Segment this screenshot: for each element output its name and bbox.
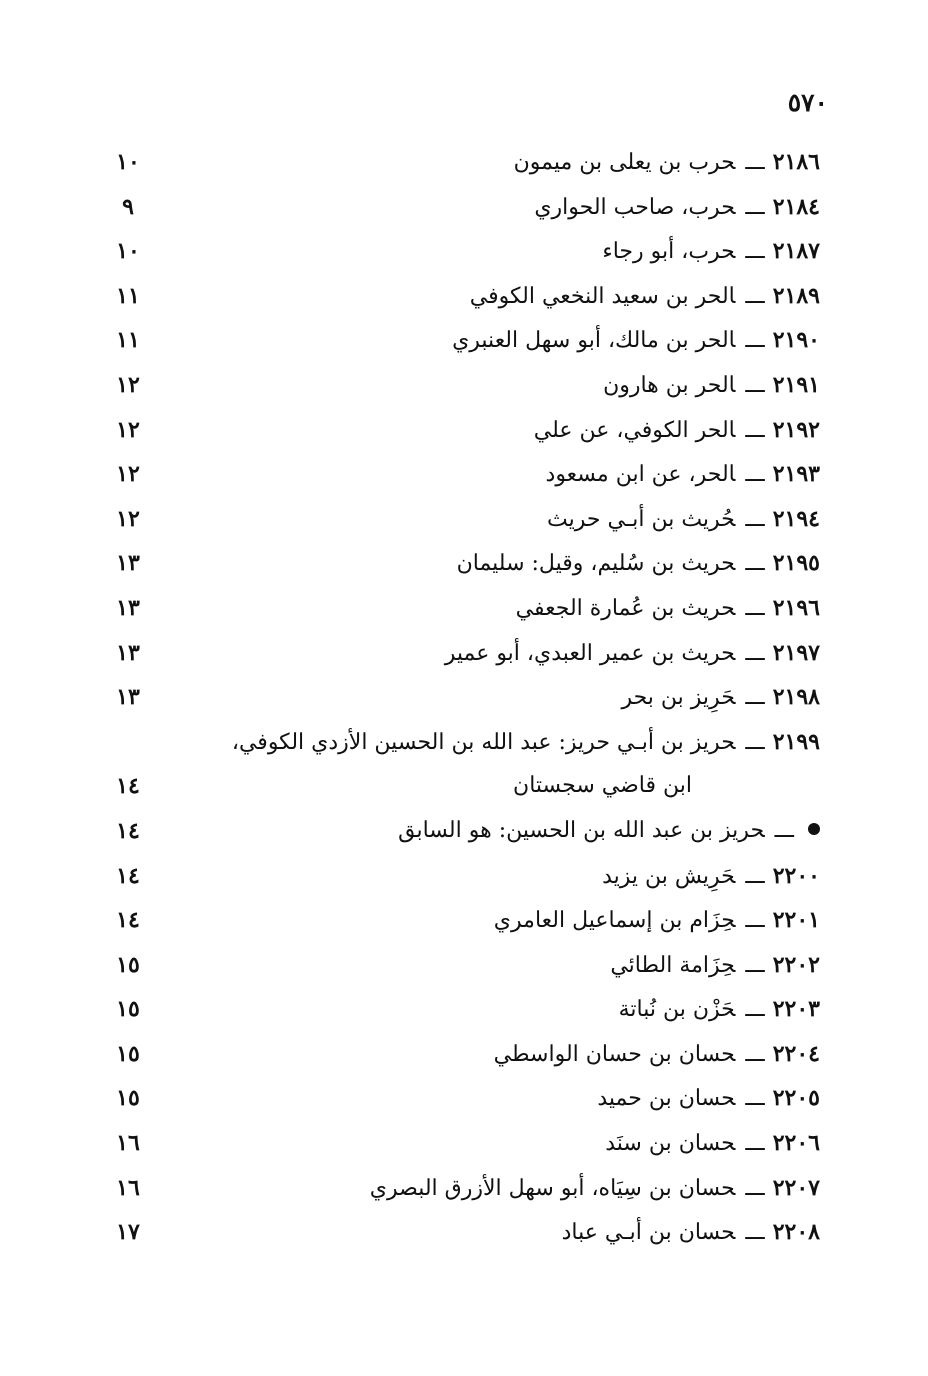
entry-number: ٢١٩١ [772,371,820,398]
entry-name: الحر بن مالك، أبو سهل العنبري [452,328,736,354]
entry-text [398,813,820,849]
entry-page-ref: ١٢ [116,461,140,488]
entry-page-ref: ١٥ [116,996,140,1023]
entry-page-ref: ١٣ [116,550,140,577]
entry-name: الحر، عن ابن مسعود [545,462,736,488]
entry-name: حريث بن سُليم، وقيل: سليمان [456,551,736,577]
entry-number: ٢٢٠٥ [772,1085,820,1112]
index-entry [0,408,928,453]
entry-name: حريث بن عُمارة الجعفي [515,595,736,621]
entry-name: حريث بن عمير العبدي، أبو عمير [444,640,736,666]
entry-page-ref: ١٦ [116,1174,140,1201]
entry-text [445,635,820,672]
entry-dash: ـــ [745,283,765,309]
entry-text [547,501,820,538]
entry-number: ٢٢٠١ [772,907,820,934]
entry-name: حسان بن حسان الواسطي [493,1041,736,1067]
entry-name: حرب، أبو رجاء [602,239,736,265]
entry-dash: ـــ [745,729,765,755]
index-entry [0,1121,928,1166]
entry-name: حسان بن سِيَاه، أبو سهل الأزرق البصري [369,1175,736,1201]
entry-page-ref: ١٢ [116,371,140,398]
entry-dash: ـــ [745,1131,765,1157]
entry-name: الحر الكوفي، عن علي [533,417,736,443]
entry-dash: ـــ [745,506,765,532]
entry-name: حِزَامة الطائي [610,952,736,978]
entry-text [470,278,820,315]
entry-page-ref: ١٤ [116,773,140,800]
entry-name: حَرِيش بن يزيد [602,863,736,889]
entry-number: ٢١٨٦ [772,149,820,175]
entry-text [546,456,820,493]
index-entry [0,586,928,631]
entry-number: ٢١٩٧ [772,639,820,666]
entry-text [603,367,820,404]
entry-number: ٢٢٠٢ [772,951,820,978]
entry-dash: ـــ [745,462,765,488]
entry-text [602,233,820,270]
index-entry [0,987,928,1032]
entry-name: حريز بن أبـي حريز: عبد الله بن الحسين الأزدي الكوفي، [231,729,736,755]
entry-name: حسان بن حميد [597,1086,736,1112]
entry-text [494,902,820,939]
entry-number: ٢١٨٩ [772,282,820,309]
entry-page-ref: ١٥ [116,951,140,978]
index-entry [0,943,928,988]
entry-name: حِزَام بن إسماعيل العامري [493,908,736,934]
entry-page-ref: ١٥ [116,1085,140,1112]
index-entry [0,764,928,809]
entry-page-ref: ١٢ [116,505,140,532]
index-entry [0,363,928,408]
entry-page-ref: ١٥ [116,1040,140,1067]
entry-text [562,1214,820,1251]
index-entry [0,675,928,720]
index-entry [0,631,928,676]
index-entry [0,318,928,363]
index-entry [0,1166,928,1211]
index-entry [0,1032,928,1077]
index-entry [0,1210,928,1255]
entry-page-ref: ٩ [122,193,134,220]
entry-text [619,991,820,1028]
entry-dash: ـــ [745,1086,765,1112]
entry-text [534,412,820,449]
entry-dash: ـــ [745,1041,765,1067]
entry-page-ref: ١٣ [116,594,140,621]
index-entry [0,274,928,319]
entry-dash: ـــ [745,1220,765,1246]
entry-number: ٢٢٠٦ [772,1130,820,1157]
entry-text [457,545,820,582]
entry-number: ٢٢٠٠ [772,862,820,889]
entry-dash: ـــ [745,595,765,621]
index-entry [0,497,928,542]
entry-dash: ـــ [745,328,765,354]
entry-dash: ـــ [745,908,765,934]
entry-text [494,1036,820,1073]
entry-dash: ـــ [745,417,765,443]
entry-name: الحر بن هارون [603,372,736,398]
entry-name: حُريث بن أبـي حريث [546,506,736,532]
entry-dash: ـــ [745,685,765,711]
index-entry [0,809,928,854]
entry-name: حريز بن عبد الله بن الحسين: هو السابق [398,817,765,843]
entry-name: ابن قاضي سجستان [513,773,692,799]
entry-dash: ـــ [745,372,765,398]
entry-text [597,1080,820,1117]
index-entry [0,229,928,274]
entry-page-ref: ١١ [116,327,140,354]
index-entry [0,452,928,497]
entry-dash: ـــ [745,194,765,220]
entry-number: ٢٢٠٨ [772,1219,820,1246]
entry-dash: ـــ [745,952,765,978]
entry-name: حرب بن يعلى بن ميمون [513,150,736,175]
entry-text [516,590,820,627]
entry-page-ref: ١١ [116,282,140,309]
entry-text [370,1170,820,1207]
entry-number: ٢٢٠٤ [772,1040,820,1067]
entry-text [602,858,820,895]
entry-number: ٢١٩٣ [772,461,820,488]
entry-dash: ـــ [774,817,794,843]
entry-page-ref: ١٦ [116,1130,140,1157]
entry-name: حسان بن أبـي عباد [561,1220,736,1246]
entry-text [610,947,820,984]
entry-text [514,144,820,181]
entry-dash: ـــ [745,997,765,1023]
entry-dash: ـــ [745,640,765,666]
entry-number: ٢١٩٥ [772,550,820,577]
entry-page-ref: ١٤ [116,817,140,844]
entry-number: ٢٢٠٧ [772,1174,820,1201]
index-entry [0,140,928,185]
index-entry [0,185,928,230]
entry-page-ref: ١٤ [116,862,140,889]
index-entry [0,541,928,586]
entry-dash: ـــ [745,551,765,577]
entry-number: ٢١٩٤ [772,505,820,532]
entry-text [452,322,820,359]
entry-number: ٢١٩٠ [772,327,820,354]
entry-name: الحر بن سعيد النخعي الكوفي [469,283,736,309]
entry-name: حَرِيز بن بحر [621,685,736,711]
index-entry [0,720,928,765]
entry-name: حسان بن سنَد [605,1131,736,1157]
entry-text [232,724,820,761]
entry-page-ref: ١٣ [116,639,140,666]
entry-number: ٢١٩٦ [772,594,820,621]
entry-page-ref: ١٣ [116,684,140,711]
entry-number: ٢٢٠٣ [772,996,820,1023]
index-entry [0,898,928,943]
index-entries-list [0,140,928,1255]
entry-text [605,1125,820,1162]
entry-dash: ـــ [745,150,765,175]
index-entry [0,1076,928,1121]
entry-text [534,189,820,226]
entry-page-ref: ١٢ [116,416,140,443]
entry-name: حَزْن بن نُباتة [618,997,736,1023]
entry-number: ٢١٨٤ [772,193,820,220]
entry-number: ٢١٩٩ [772,728,820,755]
entry-number: ٢١٨٧ [772,238,820,265]
index-entry [0,854,928,899]
entry-number: ٢١٩٨ [772,684,820,711]
entry-number: ٢١٩٢ [772,416,820,443]
entry-continuation-text [513,768,692,804]
entry-dash: ـــ [745,1175,765,1201]
entry-dash: ـــ [745,863,765,889]
entry-page-ref: ١٠ [116,149,140,175]
entry-page-ref: ١٠ [116,238,140,265]
entry-page-ref: ١٤ [116,907,140,934]
bullet-icon [808,823,820,835]
entry-dash: ـــ [745,239,765,265]
page-number: ٥٧٠ [787,88,828,117]
entry-text [621,679,820,716]
entry-page-ref: ١٧ [116,1219,140,1246]
entry-name: حرب، صاحب الحواري [534,194,736,220]
